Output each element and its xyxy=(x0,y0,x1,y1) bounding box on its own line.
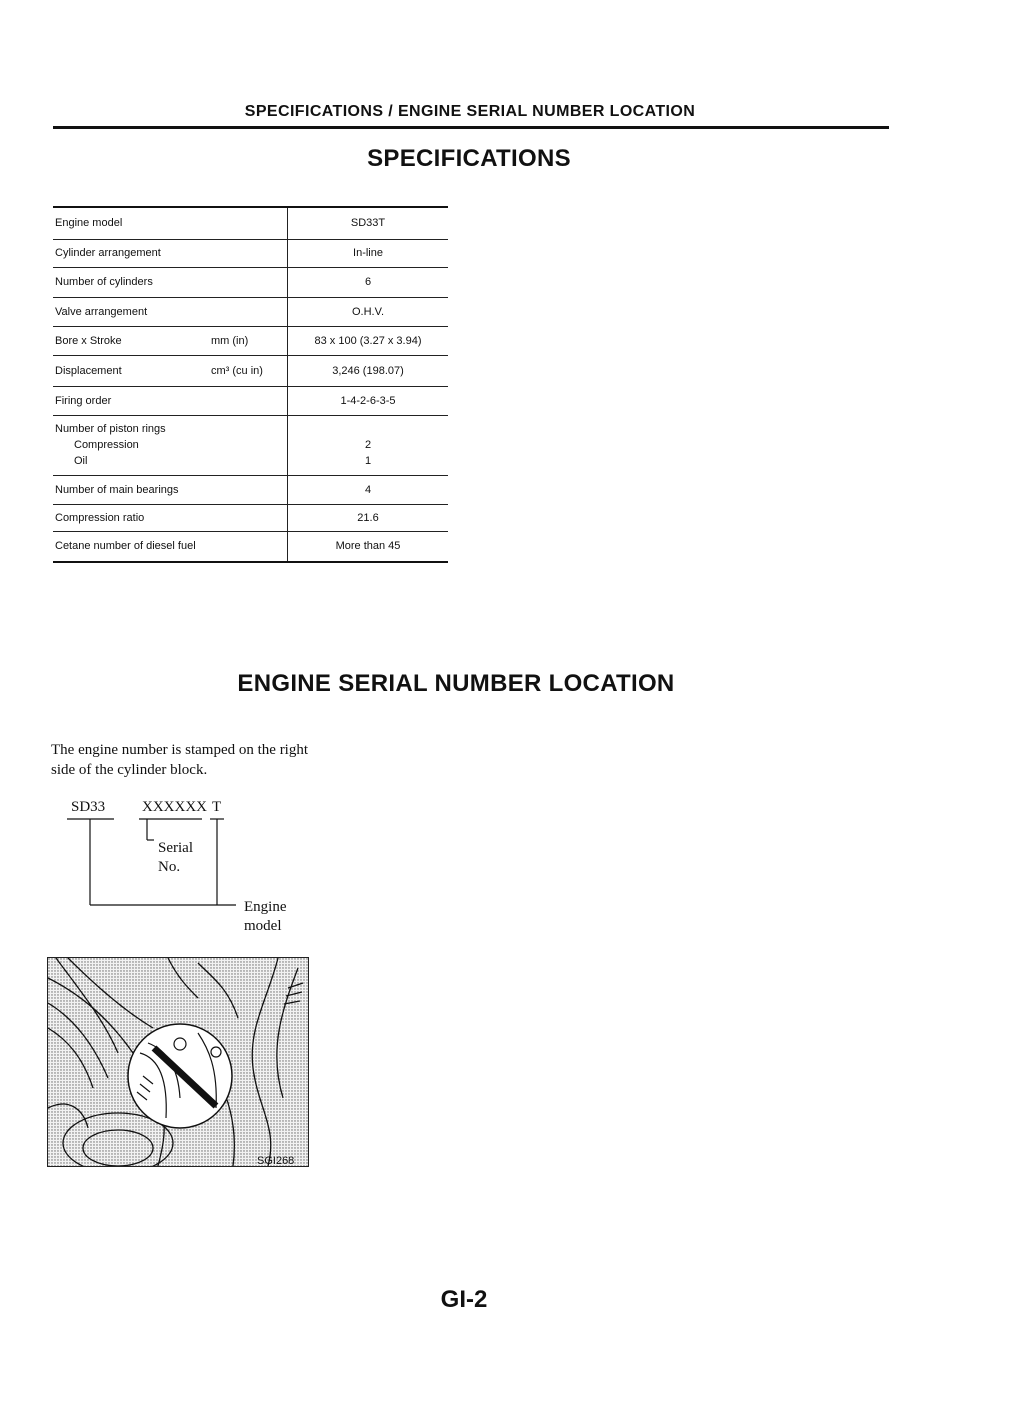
table-row xyxy=(53,239,448,267)
row-unit: mm (in) xyxy=(211,334,249,347)
table-row xyxy=(53,326,448,355)
table-row xyxy=(53,207,448,239)
engine-label-1: Engine xyxy=(244,899,287,915)
row-label xyxy=(53,355,288,386)
table-row xyxy=(53,297,448,326)
table-row xyxy=(53,267,448,297)
piston-rings-label: Number of piston rings xyxy=(55,423,166,435)
row-label: Cylinder arrangement xyxy=(53,239,288,267)
row-value: O.H.V. xyxy=(288,297,449,326)
row-value: 4 xyxy=(288,475,449,504)
row-value: 1-4-2-6-3-5 xyxy=(288,386,449,415)
page-number: GI-2 xyxy=(440,1286,488,1313)
row-label: Cetane number of diesel fuel xyxy=(53,531,288,562)
header-rule xyxy=(53,126,889,129)
row-label: Number of main bearings xyxy=(53,475,288,504)
engine-illustration xyxy=(47,957,309,1167)
table-row-piston-rings xyxy=(53,415,448,475)
compression-rings-value: 2 xyxy=(364,439,372,451)
row-label-text: Bore x Stroke xyxy=(55,334,122,347)
table-row xyxy=(53,504,448,531)
figure-code: SGI268 xyxy=(257,1155,295,1166)
row-value: 83 x 100 (3.27 x 3.94) xyxy=(288,326,449,355)
running-header: SPECIFICATIONS / ENGINE SERIAL NUMBER LOCATION xyxy=(244,103,696,120)
engine-label-2: model xyxy=(244,918,282,934)
row-label xyxy=(53,326,288,355)
oil-rings-value: 1 xyxy=(364,455,372,467)
serial-number-diagram xyxy=(60,795,310,945)
row-value: More than 45 xyxy=(288,531,449,562)
model-code: SD33 xyxy=(71,799,106,815)
serial-code: XXXXXX xyxy=(142,799,207,815)
row-label: Compression ratio xyxy=(53,504,288,531)
row-label-text: Displacement xyxy=(55,364,122,377)
serial-location-heading: ENGINE SERIAL NUMBER LOCATION xyxy=(237,670,675,697)
row-value: SD33T xyxy=(288,207,449,239)
serial-label-2: No. xyxy=(158,859,181,875)
row-unit: cm³ (cu in) xyxy=(211,364,263,377)
row-label: Valve arrangement xyxy=(53,297,288,326)
table-row xyxy=(53,386,448,415)
table-row xyxy=(53,355,448,386)
engine-drawing xyxy=(48,958,308,1166)
compression-rings-label: Compression xyxy=(74,439,139,451)
specifications-heading: SPECIFICATIONS xyxy=(367,145,571,172)
table-row xyxy=(53,475,448,504)
engine-suffix: T xyxy=(212,799,222,815)
row-value: In-line xyxy=(288,239,449,267)
row-value: 21.6 xyxy=(288,504,449,531)
serial-label-1: Serial xyxy=(158,840,193,856)
table-row xyxy=(53,531,448,562)
specifications-table xyxy=(53,206,448,563)
row-label: Engine model xyxy=(53,207,288,239)
row-value: 3,246 (198.07) xyxy=(288,355,449,386)
row-label: Firing order xyxy=(53,386,288,415)
row-label: Number of cylinders xyxy=(53,267,288,297)
oil-rings-label: Oil xyxy=(74,455,88,467)
row-value: 6 xyxy=(288,267,449,297)
serial-location-text: The engine number is stamped on the right side of the cylinder block. xyxy=(51,742,309,778)
row-value xyxy=(288,415,449,475)
row-label xyxy=(53,415,288,475)
